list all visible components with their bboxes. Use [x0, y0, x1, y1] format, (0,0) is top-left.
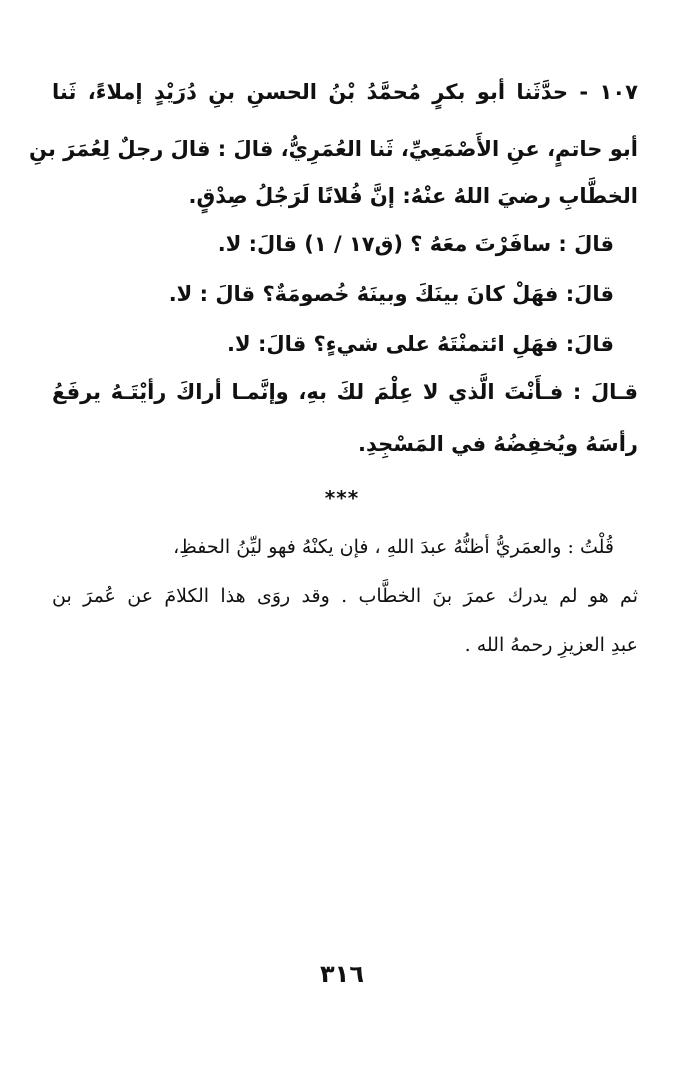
section-separator: ***	[324, 486, 360, 510]
note-line: قُلْتُ : والعمَريُّ أظنُّهُ عبدَ اللهِ ، فإن يكنْهُ فهو ليِّنُ الحفظِ،	[173, 536, 614, 558]
note-line: ثم هو لم يدرك عمرَ بنَ الخطَّاب . وقد روَى هذا الكلامَ عن عُمرَ بن	[52, 585, 638, 607]
hadith-line: قـالَ : فـأَنْتَ الَّذي لا عِلْمَ لكَ بهِ، وإنَّمـا أراكَ رأيْتَـهُ يرفَعُ	[52, 380, 638, 404]
note-line: عبدِ العزيزِ رحمهُ الله .	[464, 634, 638, 656]
page-number: ٣١٦	[320, 960, 364, 988]
hadith-line: قالَ: فهَلِ ائتمنْتَهُ على شيءٍ؟ قالَ: لا.	[227, 332, 614, 356]
hadith-line: أبو حاتمٍ، عنِ الأَصْمَعِيِّ، ثَنا العُمَرِيُّ، قالَ : قالَ رجلٌ لِعُمَرَ بنِ	[29, 137, 638, 161]
hadith-line: قالَ : سافَرْتَ معَهُ ؟ (ق١٧ / ١) قالَ: لا.	[217, 232, 614, 256]
hadith-line: ١٠٧ - حدَّثَنا أبو بكرٍ مُحمَّدُ بْنُ الحسنِ بنِ دُرَيْدٍ إملاءً، ثَنا	[52, 80, 638, 104]
hadith-line: قالَ: فهَلْ كانَ بينَكَ وبينَهُ خُصومَةٌ؟ قالَ : لا.	[168, 282, 614, 306]
hadith-line: الخطَّابِ رضيَ اللهُ عنْهُ: إنَّ فُلانًا لَرَجُلُ صِدْقٍ.	[188, 184, 638, 208]
hadith-line: رأسَهُ ويُخفِضُهُ في المَسْجِدِ.	[358, 432, 638, 456]
